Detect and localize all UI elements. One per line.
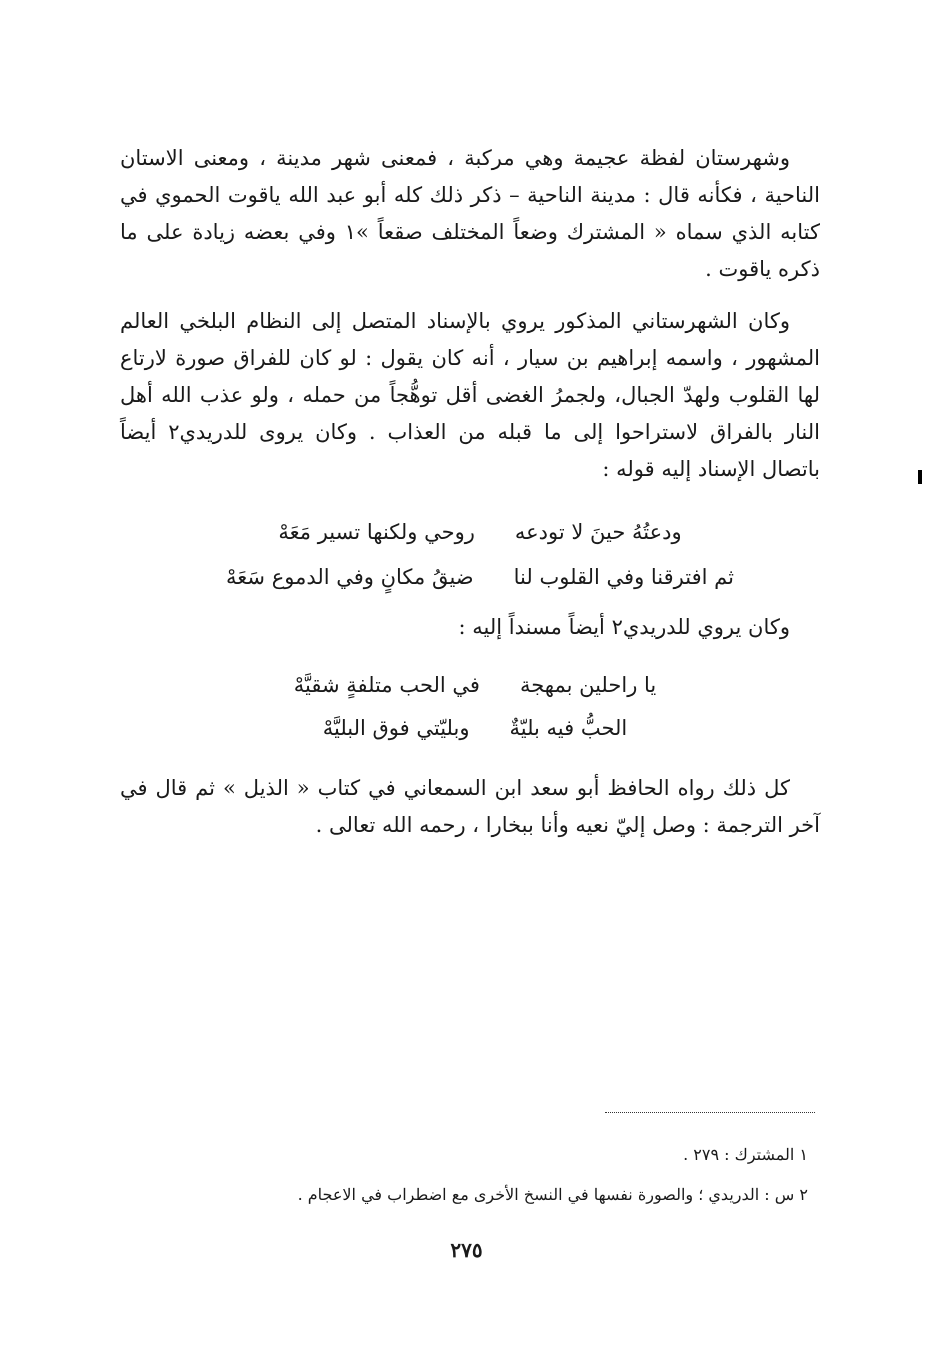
- paragraph-1-text: وشهرستان لفظة عجيمة وهي مركبة ، فمعنى شهر مدينة ، ومعنى الاستان الناحية ، فكأنه قال : مدينة الناحية – ذكر ذلك كله أبو عبد الله ياقوت الحموي في كتابه الذي سماه « المشترك وضعاً المختلف صقعاً »١ وفي بعضه زيادة على ما ذكره ياقوت .: [120, 146, 820, 281]
- paragraph-3-text: كل ذلك رواه الحافظ أبو سعد ابن السمعاني في كتاب « الذيل » ثم قال في آخر الترجمة : وصل إليّ نعيه وأنا ببخارا ، رحمه الله تعالى .: [120, 776, 820, 837]
- verse-2-second-hemistich: ضيقُ مكانٍ وفي الدموع سَعَهْ: [226, 565, 474, 589]
- paragraph-2-text: وكان الشهرستاني المذكور يروي بالإسناد المتصل إلى النظام البلخي العالم المشهور ، واسمه إبراهيم بن سيار ، أنه كان يقول : لو كان للفراق صورة لارتاع لها القلوب ولهدّ الجبال، ولجمرُ الغضى أقل توهُّجاً من حمله ، ولو عذب الله أهل النار بالفراق لاستراحوا إلى ما قبله من العذاب . وكان يروى للدريدي٢ أيضاً باتصال الإسناد إليه قوله :: [120, 309, 821, 481]
- verse-3-first-hemistich: يا راحلين بمهجة: [519, 673, 657, 697]
- verse-3: [240, 673, 710, 697]
- verse-3-second-hemistich: في الحب متلفةٍ شقيَّهْ: [293, 673, 480, 697]
- verse-4-first-hemistich: الحبُّ فيه بليّةٌ: [509, 716, 628, 740]
- page-number: ٢٧٥: [450, 1238, 483, 1262]
- verse-1-second-hemistich: روحي ولكنها تسير مَعَهْ: [278, 520, 475, 544]
- verse-1-first-hemistich: ودعتُهُ حينَ لا تودعه: [514, 520, 682, 544]
- verse-1: [190, 520, 770, 544]
- verse-2: [190, 565, 770, 589]
- paragraph-2: [120, 303, 820, 488]
- margin-mark: [918, 470, 922, 484]
- footnote-separator: [605, 1112, 815, 1113]
- paragraph-1: [120, 140, 820, 288]
- verse-4-second-hemistich: وبليّتي فوق البليَّهْ: [322, 716, 470, 740]
- verse-intro: وكان يروي للدريدي٢ أيضاً مسنداً إليه :: [458, 615, 790, 639]
- footnote-2: ٢ س : الدريدي ؛ والصورة نفسها في النسخ الأخرى مع اضطراب في الاعجام .: [297, 1185, 808, 1204]
- verse-4: [240, 716, 710, 740]
- paragraph-3: [120, 770, 820, 844]
- footnote-1: ١ المشترك : ٢٧٩ .: [683, 1145, 808, 1164]
- verse-2-first-hemistich: ثم افترقنا وفي القلوب لنا: [513, 565, 734, 589]
